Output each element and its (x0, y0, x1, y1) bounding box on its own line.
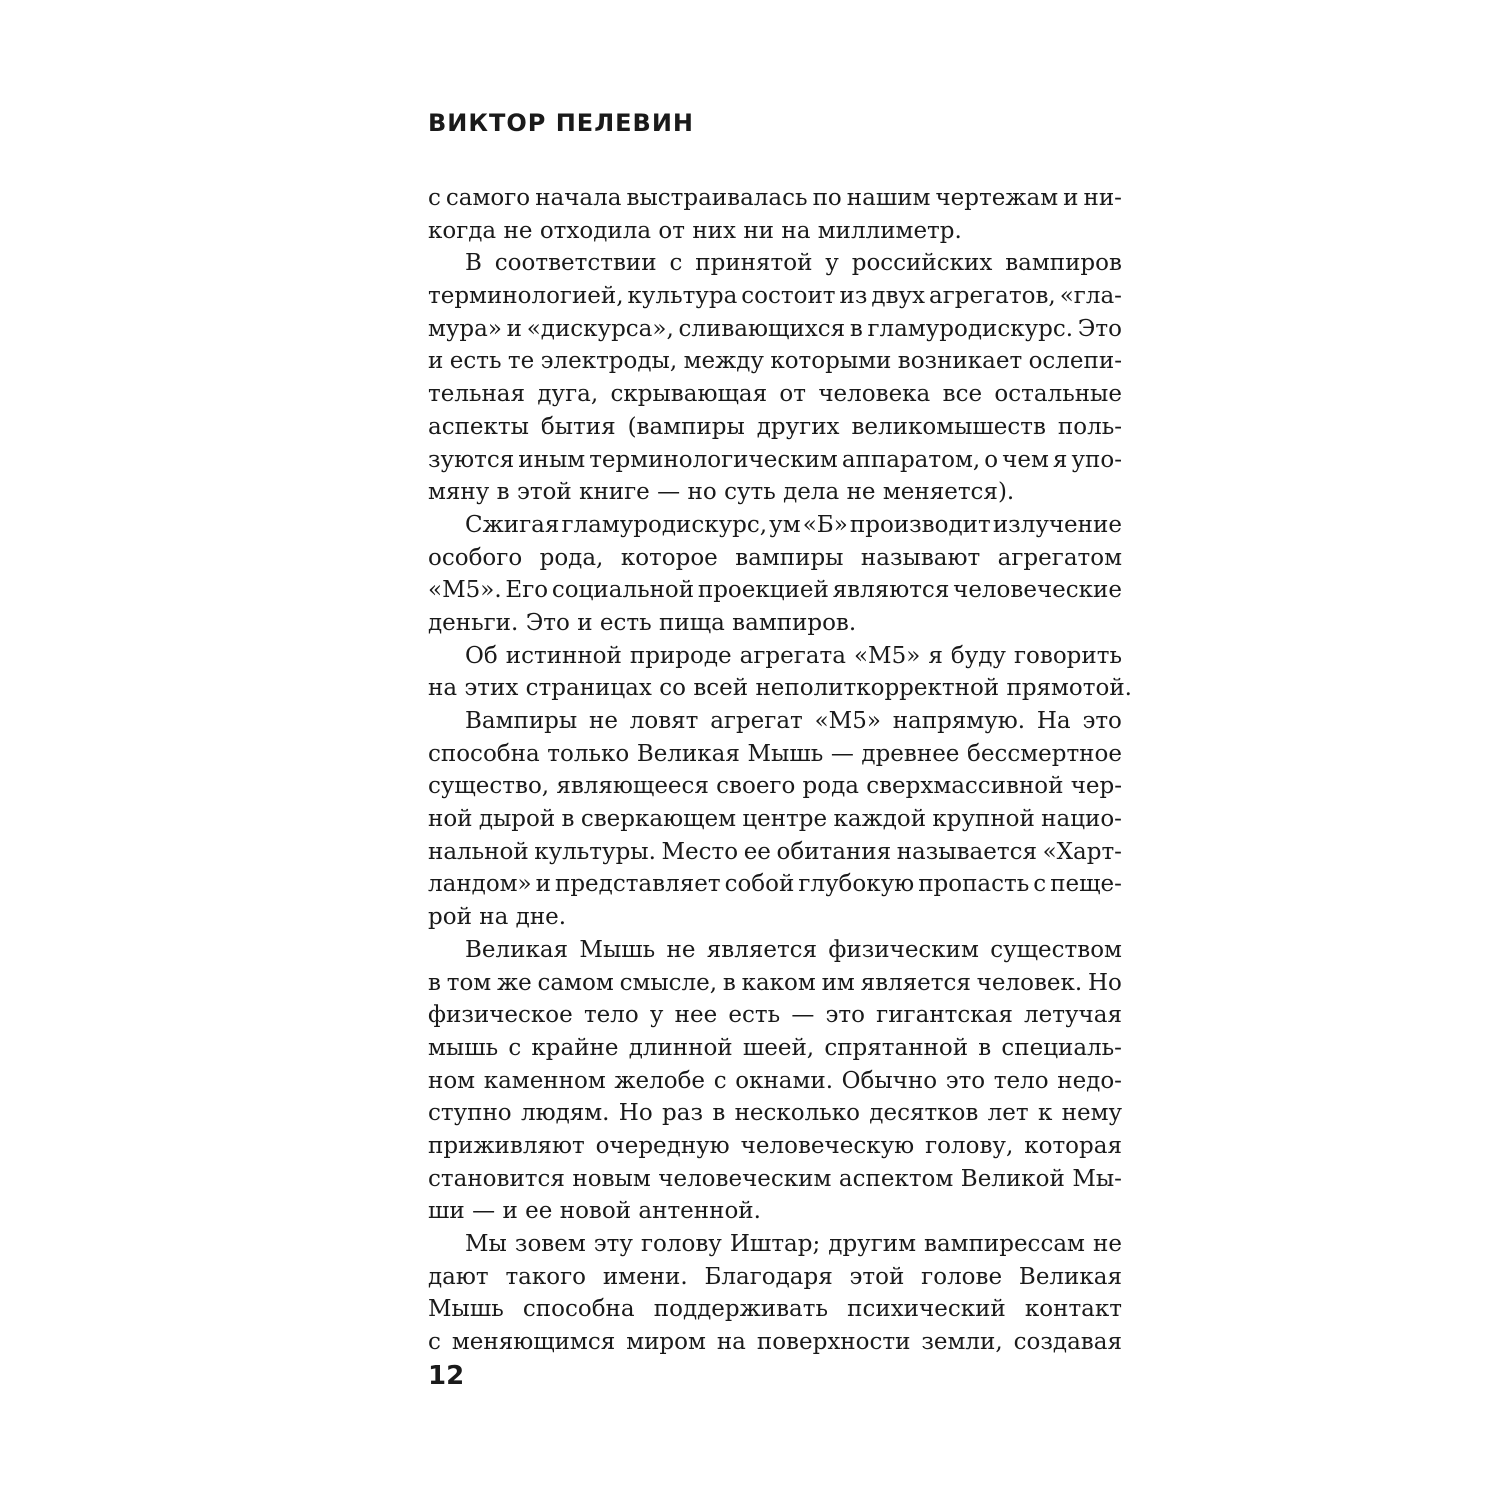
text-line: физическое тело у нее есть — это гигантская летучая (428, 1002, 1122, 1029)
text-line: существо, являющееся своего рода сверхмассивной чер- (428, 773, 1122, 800)
text-line: приживляют очередную человеческую голову, которая (428, 1132, 1122, 1159)
text-line: рой на дне. (428, 904, 567, 931)
text-line: мышь с крайне длинной шеей, спрятанной в специаль- (428, 1034, 1122, 1061)
text-line: Великая Мышь не является физическим существом (465, 936, 1122, 963)
text-line: Мышь способна поддерживать психический контакт (428, 1296, 1122, 1323)
text-line: ши — и ее новой антенной. (428, 1198, 761, 1225)
text-line: Об истинной природе агрегата «М5» я буду говорить (465, 642, 1122, 669)
text-line: дают такого имени. Благодаря этой голове Великая (428, 1263, 1122, 1290)
text-line: Сжигая гламуродискурс, ум «Б» производит излучение (465, 511, 1122, 538)
text-line: мяну в этой книге — но суть дела не меняется). (428, 479, 1015, 506)
text-line: в том же самом смысле, в каком им является человек. Но (428, 969, 1122, 996)
page-number: 12 (428, 1361, 465, 1391)
text-line: терминологией, культура состоит из двух агрегатов, «гла- (428, 283, 1122, 310)
text-line: аспекты бытия (вампиры других великомышеств поль- (428, 413, 1122, 440)
running-head: ВИКТОР ПЕЛЕВИН (428, 109, 694, 137)
text-line: деньги. Это и есть пища вампиров. (428, 609, 857, 636)
text-line: зуются иным терминологическим аппаратом, о чем я упо- (428, 446, 1122, 473)
text-line: ландом» и представляет собой глубокую пропасть с пеще- (428, 871, 1122, 898)
text-line: на этих страницах со всей неполиткорректной прямотой. (428, 675, 1132, 702)
text-line: особого рода, которое вампиры называют агрегатом (428, 544, 1122, 571)
text-line: «М5». Его социальной проекцией являются человеческие (428, 577, 1122, 604)
text-line: ном каменном желобе с окнами. Обычно это тело недо- (428, 1067, 1122, 1094)
text-line: ной дырой в сверкающем центре каждой крупной нацио- (428, 806, 1122, 833)
body-text (428, 182, 1132, 1359)
text-line: когда не отходила от них ни на миллиметр. (428, 217, 962, 244)
text-line: мура» и «дискурса», сливающихся в гламуродискурс. Это (428, 315, 1122, 342)
text-line: ступно людям. Но раз в несколько десятков лет к нему (428, 1100, 1122, 1127)
text-line: тельная дуга, скрывающая от человека все остальные (428, 381, 1122, 408)
text-line: с самого начала выстраивалась по нашим чертежам и ни- (428, 185, 1122, 211)
text-line: В соответствии с принятой у российских вампиров (465, 250, 1122, 277)
text-line: способна только Великая Мышь — древнее бессмертное (428, 740, 1122, 767)
text-line: и есть те электроды, между которыми возникает ослепи- (428, 348, 1122, 375)
text-line: Вампиры не ловят агрегат «М5» напрямую. На это (465, 708, 1122, 734)
text-line: становится новым человеческим аспектом Великой Мы- (428, 1165, 1122, 1192)
text-line: Мы зовем эту голову Иштар; другим вампирессам не (465, 1231, 1122, 1257)
text-line: нальной культуры. Место ее обитания называется «Харт- (428, 838, 1122, 865)
text-line: с меняющимся миром на поверхности земли, создавая (428, 1329, 1122, 1356)
